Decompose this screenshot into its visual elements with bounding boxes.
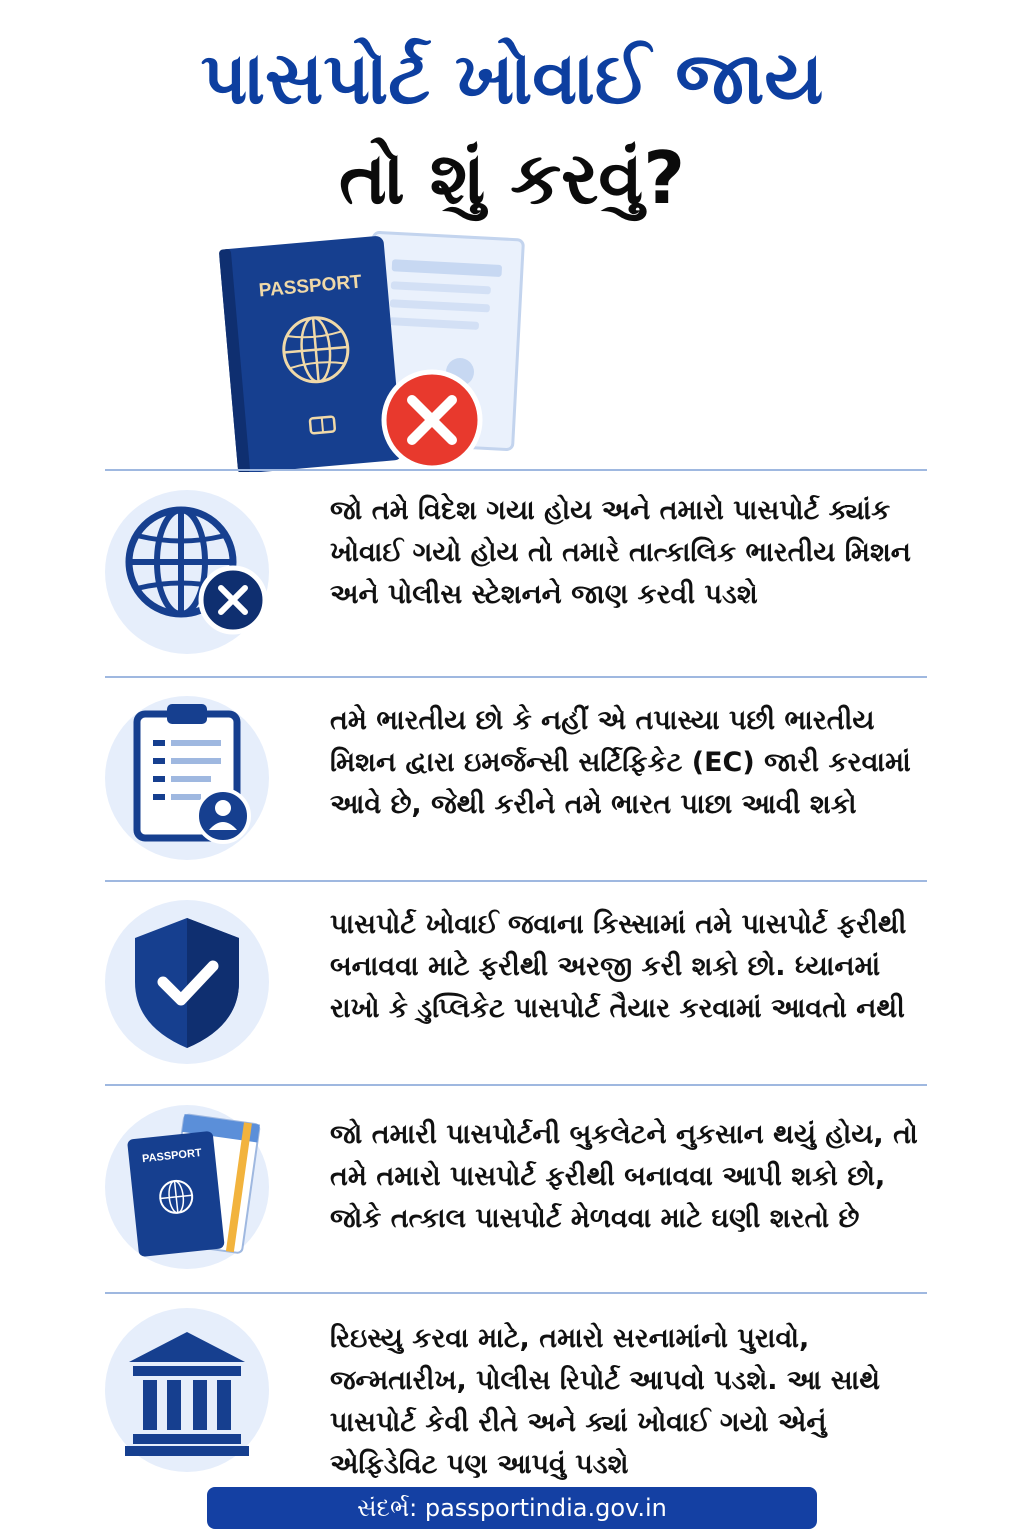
divider	[105, 1084, 927, 1086]
divider	[105, 676, 927, 678]
divider	[105, 880, 927, 882]
globe-x-icon	[105, 490, 270, 655]
divider	[105, 1292, 927, 1294]
page-title-line1: પાસપોર્ટ ખોવાઈ જાય	[200, 36, 824, 120]
clipboard-user-icon	[105, 696, 270, 861]
passport-label: PASSPORT	[141, 1147, 203, 1166]
error-x-icon	[384, 372, 480, 468]
page-title-line2: તો શું કરવું?	[338, 136, 686, 220]
shield-check-icon	[105, 900, 270, 1065]
passport-tickets-icon	[105, 1105, 270, 1270]
info-text-2: તમે ભારતીય છો કે નહીં એ તપાસ્યા પછી ભારતીય મિશન દ્વારા ઇમર્જન્સી સર્ટિફિકેટ (EC) જારી કરવામાં આવે છે, જેથી કરીને તમે ભારત પાછા આવી શકો	[330, 705, 911, 820]
hero-illustration	[218, 222, 528, 472]
government-building-icon	[105, 1308, 270, 1473]
info-text-5: રિઇસ્યુ કરવા માટે, તમારો સરનામાંનો પુરાવો, જન્મતારીખ, પોલીસ રિપોર્ટ આપવો પડશે. આ સાથે પાસપોર્ટ કેવી રીતે અને ક્યાં ખોવાઈ ગયો એનું એફિડેવિટ પણ આપવું પડશે	[330, 1323, 880, 1480]
info-text-1: જો તમે વિદેશ ગયા હોય અને તમારો પાસપોર્ટ ક્યાંક ખોવાઈ ગયો હોય તો તમારે તાત્કાલિક ભારતીય મિશન અને પોલીસ સ્ટેશનને જાણ કરવી પડશે	[330, 495, 911, 610]
info-text-4: જો તમારી પાસપોર્ટની બુકલેટને નુકસાન થયું હોય, તો તમે તમારો પાસપોર્ટ ફરીથી બનાવવા આપી શકો છો, જોકે તત્કાલ પાસપોર્ટ મેળવવા માટે ઘણી શરતો છે	[330, 1119, 918, 1234]
divider	[105, 469, 927, 471]
passport-icon	[219, 235, 403, 472]
info-text-3: પાસપોર્ટ ખોવાઈ જવાના કિસ્સામાં તમે પાસપોર્ટ ફરીથી બનાવવા માટે ફરીથી અરજી કરી શકો છો. ધ્યાનમાં રાખો કે ડુપ્લિકેટ પાસપોર્ટ તૈયાર કરવામાં આવતો નથી	[330, 909, 907, 1024]
source-footer: સંદર્ભ: passportindia.gov.in	[207, 1487, 817, 1529]
passport-label: PASSPORT	[258, 271, 363, 302]
